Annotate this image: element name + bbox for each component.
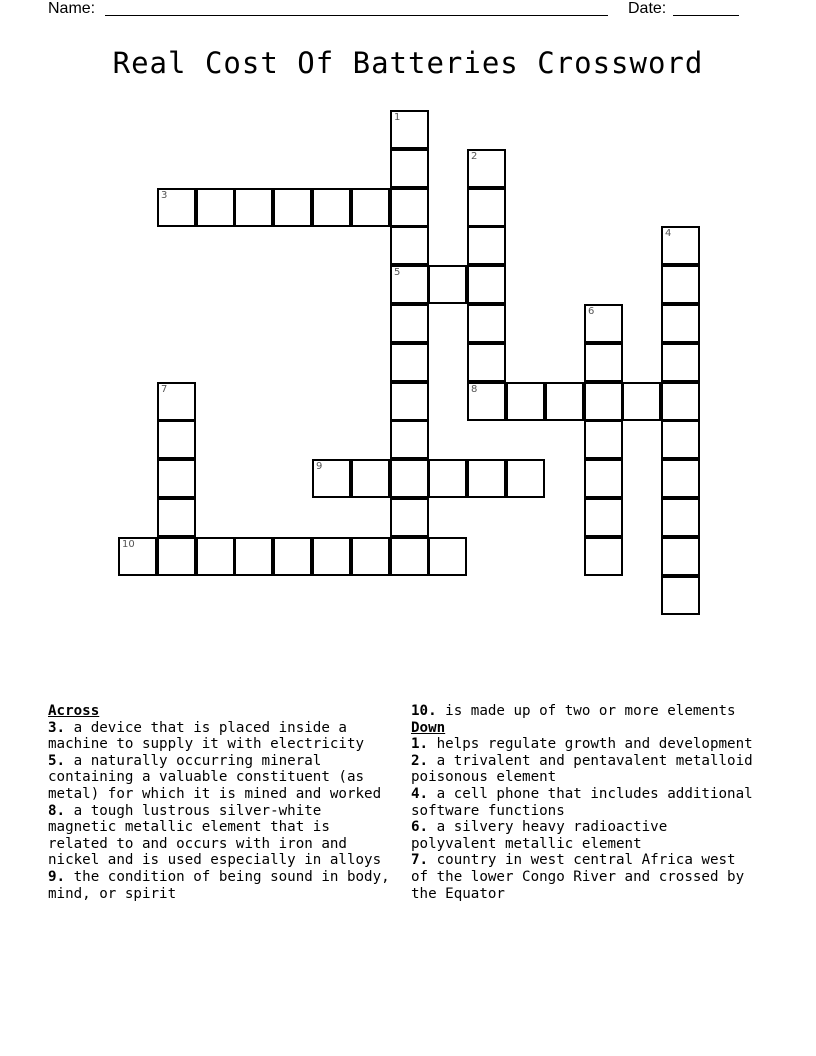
clue-across-10 xyxy=(411,703,761,720)
clue-number: 7. xyxy=(411,852,429,869)
crossword-cell[interactable] xyxy=(390,420,429,459)
crossword-cell[interactable] xyxy=(584,343,623,382)
cell-number: 2 xyxy=(471,151,478,162)
crossword-cell[interactable] xyxy=(467,265,506,304)
date-label: Date: xyxy=(628,0,667,17)
crossword-cell[interactable] xyxy=(351,188,390,227)
clue-text: a tough lustrous silver-white magnetic metallic element that is related to and occurs with iron and nickel and is used especially in alloys xyxy=(48,802,382,869)
crossword-cell[interactable] xyxy=(584,420,623,459)
clue-text: the condition of being sound in body, mind, or spirit xyxy=(48,868,390,902)
crossword-cell[interactable] xyxy=(661,343,700,382)
crossword-cell[interactable] xyxy=(467,382,506,421)
crossword-cell[interactable] xyxy=(506,382,545,421)
clue-number: 5. xyxy=(48,752,66,769)
crossword-cell[interactable] xyxy=(157,498,196,537)
crossword-cell[interactable] xyxy=(428,537,467,576)
crossword-cell[interactable] xyxy=(467,188,506,227)
crossword-cell[interactable] xyxy=(661,265,700,304)
cell-number: 3 xyxy=(161,190,168,201)
crossword-cell[interactable] xyxy=(467,149,506,188)
crossword-cell[interactable] xyxy=(273,537,312,576)
clue-text: a naturally occurring mineral containing a valuable constituent (as metal) for which it is mined and worked xyxy=(48,752,382,802)
crossword-cell[interactable] xyxy=(584,382,623,421)
crossword-cell[interactable] xyxy=(661,459,700,498)
crossword-cell[interactable] xyxy=(467,459,506,498)
crossword-cell[interactable] xyxy=(312,537,351,576)
clue-number: 3. xyxy=(48,719,66,736)
crossword-cell[interactable] xyxy=(584,304,623,343)
crossword-cell[interactable] xyxy=(273,188,312,227)
crossword-cell[interactable] xyxy=(584,459,623,498)
crossword-cell[interactable] xyxy=(157,420,196,459)
clue-down-6 xyxy=(411,819,761,852)
crossword-cell[interactable] xyxy=(351,537,390,576)
crossword-cell[interactable] xyxy=(312,459,351,498)
crossword-cell[interactable] xyxy=(467,304,506,343)
crossword-cell[interactable] xyxy=(390,226,429,265)
crossword-cell[interactable] xyxy=(390,304,429,343)
crossword-cell[interactable] xyxy=(390,265,429,304)
crossword-cell[interactable] xyxy=(545,382,584,421)
clue-across-3 xyxy=(48,720,393,753)
crossword-cell[interactable] xyxy=(234,537,273,576)
crossword-cell[interactable] xyxy=(661,226,700,265)
clues-left-column xyxy=(48,703,393,902)
clue-down-2 xyxy=(411,753,761,786)
crossword-cell[interactable] xyxy=(390,498,429,537)
crossword-cell[interactable] xyxy=(506,459,545,498)
clue-number: 2. xyxy=(411,752,429,769)
cell-number: 4 xyxy=(665,228,672,239)
clue-number: 10. xyxy=(411,703,437,719)
name-label: Name: xyxy=(48,0,96,17)
clue-across-9 xyxy=(48,869,393,902)
clue-across-8 xyxy=(48,803,393,869)
page-title: Real Cost Of Batteries Crossword xyxy=(112,46,704,80)
crossword-cell[interactable] xyxy=(390,537,429,576)
crossword-cell[interactable] xyxy=(390,382,429,421)
across-heading: Across xyxy=(48,703,100,719)
clue-text: a silvery heavy radioactive polyvalent metallic element xyxy=(411,819,668,852)
clue-number: 8. xyxy=(48,802,66,819)
crossword-cell[interactable] xyxy=(428,459,467,498)
crossword-cell[interactable] xyxy=(390,149,429,188)
crossword-cell[interactable] xyxy=(467,343,506,382)
clue-number: 4. xyxy=(411,785,429,802)
crossword-cell[interactable] xyxy=(157,382,196,421)
crossword-cell[interactable] xyxy=(234,188,273,227)
crossword-cell[interactable] xyxy=(312,188,351,227)
clue-across-5 xyxy=(48,753,393,803)
crossword-cell[interactable] xyxy=(467,226,506,265)
cell-number: 7 xyxy=(161,384,168,395)
crossword-cell[interactable] xyxy=(428,265,467,304)
crossword-cell[interactable] xyxy=(157,188,196,227)
crossword-cell[interactable] xyxy=(622,382,661,421)
cell-number: 5 xyxy=(394,267,401,278)
crossword-cell[interactable] xyxy=(584,537,623,576)
crossword-cell[interactable] xyxy=(661,576,700,615)
clue-down-4 xyxy=(411,786,761,819)
clue-text: helps regulate growth and development xyxy=(436,736,753,753)
clues-right-column xyxy=(411,703,761,902)
clue-text: country in west central Africa west of the lower Congo River and crossed by the Equator xyxy=(411,852,745,902)
clue-text: is made up of two or more elements xyxy=(445,703,736,719)
crossword-cell[interactable] xyxy=(661,498,700,537)
crossword-cell[interactable] xyxy=(661,420,700,459)
clue-down-7 xyxy=(411,852,761,902)
clue-number: 1. xyxy=(411,736,429,753)
clue-down-1 xyxy=(411,736,761,753)
crossword-cell[interactable] xyxy=(390,188,429,227)
cell-number: 9 xyxy=(316,461,323,472)
clue-text: a device that is placed inside a machine to supply it with electricity xyxy=(48,719,365,753)
cell-number: 6 xyxy=(588,306,595,317)
cell-number: 8 xyxy=(471,384,478,395)
crossword-cell[interactable] xyxy=(661,537,700,576)
clue-text: a cell phone that includes additional software functions xyxy=(411,785,753,819)
cell-number: 1 xyxy=(394,112,401,123)
down-heading: Down xyxy=(411,719,446,736)
clue-text: a trivalent and pentavalent metalloid poisonous element xyxy=(411,752,753,786)
cell-number: 10 xyxy=(122,539,135,550)
crossword-cell[interactable] xyxy=(196,188,235,227)
crossword-cell[interactable] xyxy=(157,459,196,498)
crossword-cell[interactable] xyxy=(196,537,235,576)
crossword-cell[interactable] xyxy=(661,382,700,421)
crossword-cell[interactable] xyxy=(584,498,623,537)
crossword-cell[interactable] xyxy=(390,459,429,498)
crossword-cell[interactable] xyxy=(157,537,196,576)
crossword-cell[interactable] xyxy=(351,459,390,498)
clue-number: 6. xyxy=(411,819,429,836)
clue-number: 9. xyxy=(48,868,66,885)
crossword-cell[interactable] xyxy=(118,537,157,576)
crossword-cell[interactable] xyxy=(661,304,700,343)
crossword-cell[interactable] xyxy=(390,110,429,149)
crossword-cell[interactable] xyxy=(390,343,429,382)
